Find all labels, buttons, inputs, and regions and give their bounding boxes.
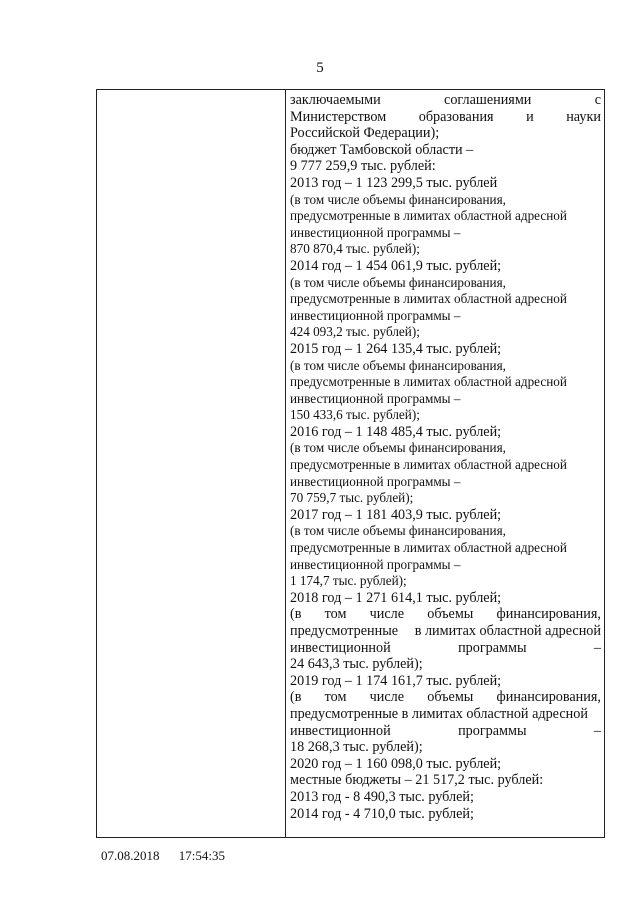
- text-line: [290, 723, 601, 740]
- text-line: предусмотренные в лимитах областной адресной: [290, 374, 567, 390]
- text-word: –: [593, 722, 601, 739]
- funding-text-cell: [290, 92, 601, 822]
- text-line: 2018 год – 1 271 614,1 тыс. рублей;: [290, 589, 502, 606]
- text-word: (в: [290, 606, 302, 623]
- text-line: (в том числе объемы финансирования,: [290, 274, 506, 290]
- text-line: инвестиционной программы –: [290, 224, 461, 240]
- text-line: (в том числе объемы финансирования,: [290, 191, 506, 207]
- text-word: числе: [369, 689, 405, 706]
- text-line: инвестиционной программы –: [290, 390, 461, 406]
- text-line: 1 174,7 тыс. рублей);: [290, 573, 407, 589]
- text-word: финансирования,: [496, 606, 601, 623]
- text-line: 424 093,2 тыс. рублей);: [290, 324, 420, 340]
- text-line: 70 759,7 тыс. рублей);: [290, 490, 414, 506]
- text-line: 18 268,3 тыс. рублей);: [290, 739, 423, 756]
- text-line: 870 870,4 тыс. рублей);: [290, 241, 420, 257]
- text-word: инвестиционной: [290, 639, 391, 656]
- document-table: [96, 89, 605, 838]
- text-word: инвестиционной: [290, 722, 391, 739]
- text-line: [290, 606, 601, 623]
- footer-date: 07.08.2018: [101, 848, 160, 863]
- text-word: и: [526, 108, 534, 125]
- text-line: (в том числе объемы финансирования,: [290, 440, 506, 456]
- text-line: [290, 623, 601, 640]
- text-line: предусмотренные в лимитах областной адресной: [290, 540, 567, 556]
- text-line: 2015 год – 1 264 135,4 тыс. рублей;: [290, 340, 502, 357]
- text-line: 2013 год - 8 490,3 тыс. рублей;: [290, 788, 474, 805]
- footer-time: 17:54:35: [178, 848, 225, 863]
- text-line: инвестиционной программы –: [290, 556, 461, 572]
- text-line: предусмотренные в лимитах областной адресной: [290, 208, 567, 224]
- text-line: 2014 год – 1 454 061,9 тыс. рублей;: [290, 257, 502, 274]
- text-line: [290, 640, 601, 657]
- text-word: (в: [290, 689, 302, 706]
- text-line: инвестиционной программы –: [290, 473, 461, 489]
- text-word: образования: [418, 108, 494, 125]
- text-line: [290, 689, 601, 706]
- text-word: объемы: [427, 606, 474, 623]
- text-line: 9 777 259,9 тыс. рублей:: [290, 158, 436, 175]
- text-line: [290, 109, 601, 126]
- text-line: 2017 год – 1 181 403,9 тыс. рублей;: [290, 506, 502, 523]
- text-word: предусмотренные: [290, 623, 399, 639]
- text-word: заключаемыми: [290, 92, 381, 108]
- text-word: в лимитах областной адресной: [414, 623, 601, 639]
- text-line: 2016 год – 1 148 485,4 тыс. рублей;: [290, 423, 502, 440]
- text-word: с: [594, 92, 601, 108]
- text-word: том: [324, 606, 347, 623]
- text-line: предусмотренные в лимитах областной адресной: [290, 291, 567, 307]
- page-number: 5: [316, 60, 324, 76]
- footer-timestamp: [101, 848, 225, 864]
- text-word: числе: [369, 606, 405, 623]
- text-word: программы: [458, 722, 527, 739]
- text-line: 2020 год – 1 160 098,0 тыс. рублей;: [290, 755, 502, 772]
- text-word: соглашениями: [444, 92, 532, 108]
- text-line: 2013 год – 1 123 299,5 тыс. рублей: [290, 174, 498, 191]
- text-word: объемы: [427, 689, 474, 706]
- text-line: предусмотренные в лимитах областной адресной: [290, 457, 567, 473]
- column-divider: [285, 90, 286, 837]
- text-line: [290, 92, 601, 109]
- text-line: бюджет Тамбовской области –: [290, 141, 474, 158]
- text-word: –: [593, 639, 601, 656]
- text-line: (в том числе объемы финансирования,: [290, 523, 506, 539]
- text-line: предусмотренные в лимитах областной адресной: [290, 705, 588, 722]
- text-line: 150 433,6 тыс. рублей);: [290, 407, 420, 423]
- text-word: финансирования,: [496, 689, 601, 706]
- text-line: 24 643,3 тыс. рублей);: [290, 656, 423, 673]
- text-line: (в том числе объемы финансирования,: [290, 357, 506, 373]
- text-word: науки: [566, 108, 601, 125]
- text-word: Министерством: [290, 108, 387, 125]
- text-line: инвестиционной программы –: [290, 307, 461, 323]
- text-line: 2019 год – 1 174 161,7 тыс. рублей;: [290, 672, 502, 689]
- text-line: Российской Федерации);: [290, 125, 440, 142]
- text-word: программы: [458, 639, 527, 656]
- text-line: местные бюджеты – 21 517,2 тыс. рублей:: [290, 772, 544, 789]
- text-line: 2014 год - 4 710,0 тыс. рублей;: [290, 805, 474, 822]
- text-word: том: [324, 689, 347, 706]
